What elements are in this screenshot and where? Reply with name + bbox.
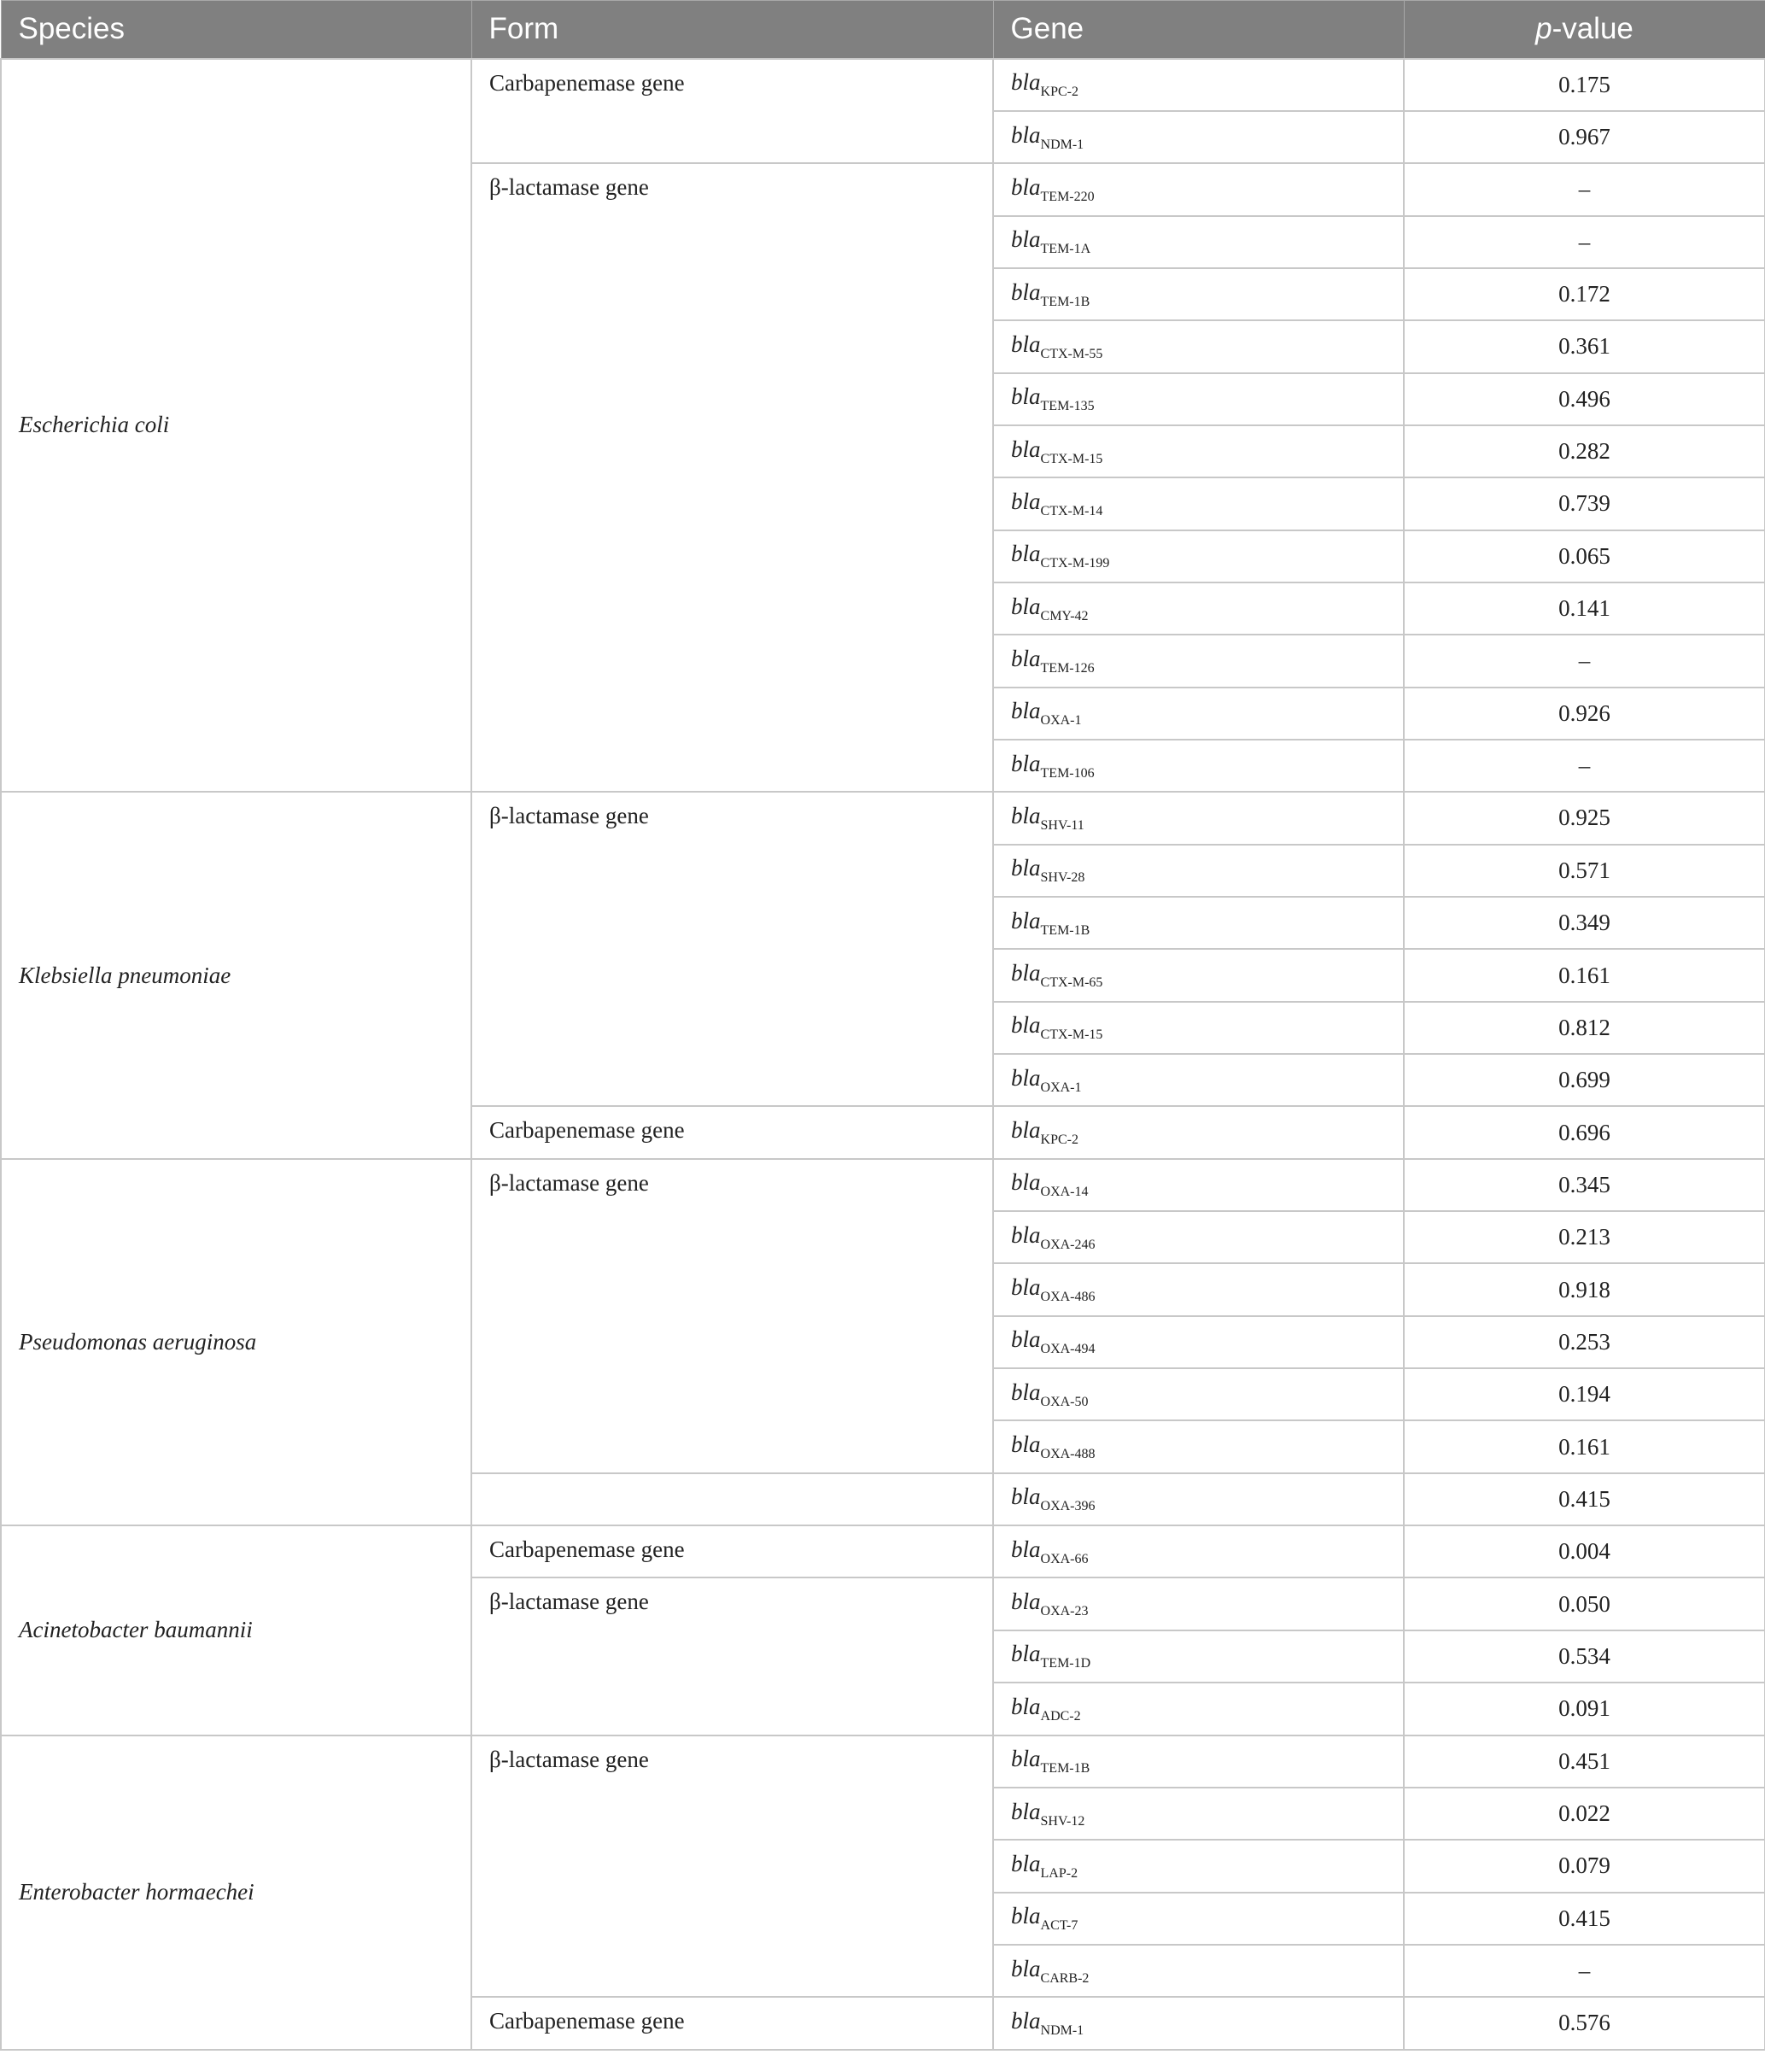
p-value-cell: 0.349 bbox=[1404, 897, 1765, 949]
gene-prefix: bla bbox=[1011, 1589, 1041, 1615]
p-value-cell: 0.194 bbox=[1404, 1368, 1765, 1420]
gene-cell bbox=[993, 1735, 1404, 1788]
form-cell: β-lactamase gene bbox=[471, 1159, 993, 1473]
p-value-cell: 0.213 bbox=[1404, 1211, 1765, 1263]
gene-prefix: bla bbox=[1011, 1798, 1041, 1824]
gene-variant: CTX-M-199 bbox=[1040, 556, 1110, 571]
form-cell: Carbapenemase gene bbox=[471, 1997, 993, 2049]
gene-prefix: bla bbox=[1011, 855, 1041, 881]
gene-variant: ACT-7 bbox=[1040, 1918, 1078, 1934]
gene-prefix: bla bbox=[1011, 1064, 1041, 1091]
form-cell: Carbapenemase gene bbox=[471, 1106, 993, 1158]
gene-cell bbox=[993, 477, 1404, 530]
species-cell: Acinetobacter baumannii bbox=[1, 1525, 471, 1735]
gene-cell bbox=[993, 425, 1404, 477]
gene-prefix: bla bbox=[1011, 960, 1041, 986]
gene-variant: TEM-1D bbox=[1040, 1656, 1091, 1671]
gene-variant: TEM-1B bbox=[1040, 294, 1090, 309]
table-row bbox=[1, 1159, 1765, 1211]
gene-cell bbox=[993, 1159, 1404, 1211]
p-value-cell: 0.175 bbox=[1404, 59, 1765, 111]
gene-variant: TEM-220 bbox=[1040, 189, 1095, 204]
table-row bbox=[1, 1525, 1765, 1577]
gene-variant: TEM-106 bbox=[1040, 765, 1095, 781]
form-cell: Carbapenemase gene bbox=[471, 59, 993, 164]
gene-variant: OXA-23 bbox=[1040, 1604, 1089, 1619]
species-cell: Pseudomonas aeruginosa bbox=[1, 1159, 471, 1525]
gene-cell bbox=[993, 688, 1404, 740]
p-value-cell: 0.065 bbox=[1404, 530, 1765, 582]
gene-cell bbox=[993, 1368, 1404, 1420]
p-value-cell: 0.926 bbox=[1404, 688, 1765, 740]
gene-cell bbox=[993, 268, 1404, 320]
gene-cell bbox=[993, 373, 1404, 425]
gene-variant: SHV-11 bbox=[1040, 817, 1084, 833]
p-value-cell: 0.004 bbox=[1404, 1525, 1765, 1577]
gene-variant: ADC-2 bbox=[1040, 1708, 1081, 1724]
gene-variant: OXA-66 bbox=[1040, 1551, 1089, 1566]
p-value-cell: 0.091 bbox=[1404, 1683, 1765, 1735]
gene-variant: CTX-M-55 bbox=[1040, 346, 1103, 361]
gene-cell bbox=[993, 1054, 1404, 1106]
gene-prefix: bla bbox=[1011, 436, 1041, 462]
gene-prefix: bla bbox=[1011, 541, 1041, 567]
gene-prefix: bla bbox=[1011, 1326, 1041, 1353]
gene-prefix: bla bbox=[1011, 645, 1041, 671]
gene-cell bbox=[993, 59, 1404, 111]
gene-prefix: bla bbox=[1011, 750, 1041, 776]
gene-prefix: bla bbox=[1011, 383, 1041, 410]
p-value-cell: – bbox=[1404, 163, 1765, 215]
gene-prefix: bla bbox=[1011, 1746, 1041, 1772]
p-value-cell: 0.141 bbox=[1404, 582, 1765, 635]
gene-variant: TEM-1B bbox=[1040, 1761, 1090, 1776]
form-cell: β-lactamase gene bbox=[471, 792, 993, 1106]
gene-cell bbox=[993, 845, 1404, 897]
gene-prefix: bla bbox=[1011, 907, 1041, 934]
gene-prefix: bla bbox=[1011, 1274, 1041, 1301]
form-cell bbox=[471, 1473, 993, 1525]
gene-cell bbox=[993, 1630, 1404, 1683]
gene-cell bbox=[993, 1997, 1404, 2049]
gene-prefix: bla bbox=[1011, 1378, 1041, 1405]
p-value-cell: 0.451 bbox=[1404, 1735, 1765, 1788]
gene-variant: TEM-1A bbox=[1040, 242, 1091, 257]
gene-variant: OXA-488 bbox=[1040, 1447, 1096, 1462]
p-value-cell: 0.253 bbox=[1404, 1316, 1765, 1368]
gene-variant: OXA-396 bbox=[1040, 1499, 1096, 1514]
gene-prefix: bla bbox=[1011, 2007, 1041, 2034]
gene-prefix: bla bbox=[1011, 1693, 1041, 1719]
gene-variant: TEM-135 bbox=[1040, 399, 1095, 414]
gene-cell bbox=[993, 163, 1404, 215]
p-value-cell: 0.172 bbox=[1404, 268, 1765, 320]
gene-cell bbox=[993, 216, 1404, 268]
gene-variant: OXA-1 bbox=[1040, 713, 1082, 729]
gene-cell bbox=[993, 1840, 1404, 1892]
species-cell: Klebsiella pneumoniae bbox=[1, 792, 471, 1158]
gene-prefix: bla bbox=[1011, 331, 1041, 357]
gene-prefix: bla bbox=[1011, 1431, 1041, 1458]
p-value-cell: 0.534 bbox=[1404, 1630, 1765, 1683]
gene-variant: KPC-2 bbox=[1040, 85, 1078, 100]
gene-variant: NDM-1 bbox=[1040, 137, 1084, 152]
gene-prefix: bla bbox=[1011, 121, 1041, 148]
gene-prefix: bla bbox=[1011, 69, 1041, 96]
p-value-cell: 0.415 bbox=[1404, 1473, 1765, 1525]
p-value-cell: 0.361 bbox=[1404, 320, 1765, 372]
gene-variant: OXA-246 bbox=[1040, 1237, 1096, 1252]
gene-prefix: bla bbox=[1011, 698, 1041, 724]
form-cell: β-lactamase gene bbox=[471, 163, 993, 792]
gene-prefix: bla bbox=[1011, 278, 1041, 305]
gene-variant: LAP-2 bbox=[1040, 1865, 1078, 1881]
gene-prefix: bla bbox=[1011, 1117, 1041, 1144]
p-value-cell: 0.925 bbox=[1404, 792, 1765, 844]
header-row bbox=[1, 1, 1765, 59]
gene-cell bbox=[993, 1002, 1404, 1054]
gene-prefix: bla bbox=[1011, 1850, 1041, 1876]
table-row bbox=[1, 1735, 1765, 1788]
gene-variant: TEM-1B bbox=[1040, 922, 1090, 938]
gene-variant: OXA-50 bbox=[1040, 1394, 1089, 1409]
p-value-cell: – bbox=[1404, 635, 1765, 687]
gene-variant: SHV-12 bbox=[1040, 1813, 1085, 1829]
gene-prefix: bla bbox=[1011, 1955, 1041, 1981]
p-value-cell: 0.739 bbox=[1404, 477, 1765, 530]
gene-cell bbox=[993, 1683, 1404, 1735]
gene-prefix: bla bbox=[1011, 1903, 1041, 1929]
gene-cell bbox=[993, 1316, 1404, 1368]
table-row bbox=[1, 792, 1765, 844]
gene-cell bbox=[993, 1893, 1404, 1945]
gene-cell bbox=[993, 1788, 1404, 1840]
p-value-cell: 0.576 bbox=[1404, 1997, 1765, 2049]
p-value-cell: 0.415 bbox=[1404, 1893, 1765, 1945]
gene-cell bbox=[993, 530, 1404, 582]
p-value-cell: – bbox=[1404, 1945, 1765, 1997]
gene-variant: CTX-M-14 bbox=[1040, 503, 1103, 518]
form-cell: Carbapenemase gene bbox=[471, 1525, 993, 1577]
p-value-cell: 0.050 bbox=[1404, 1577, 1765, 1630]
gene-variant: CMY-42 bbox=[1040, 608, 1089, 623]
table-body bbox=[1, 59, 1765, 2050]
p-value-cell: 0.496 bbox=[1404, 373, 1765, 425]
gene-cell bbox=[993, 635, 1404, 687]
gene-variant: OXA-14 bbox=[1040, 1185, 1089, 1200]
p-value-cell: 0.918 bbox=[1404, 1263, 1765, 1315]
gene-cell bbox=[993, 1263, 1404, 1315]
gene-cell bbox=[993, 320, 1404, 372]
header-p-rest: -value bbox=[1552, 12, 1634, 46]
gene-prefix: bla bbox=[1011, 1536, 1041, 1562]
gene-variant: TEM-126 bbox=[1040, 660, 1095, 676]
header-p-italic: p bbox=[1535, 12, 1552, 46]
gene-variant: OXA-494 bbox=[1040, 1342, 1096, 1357]
species-cell: Escherichia coli bbox=[1, 59, 471, 793]
form-cell: β-lactamase gene bbox=[471, 1735, 993, 1998]
p-value-cell: 0.161 bbox=[1404, 1420, 1765, 1472]
gene-cell bbox=[993, 1473, 1404, 1525]
p-value-cell: 0.345 bbox=[1404, 1159, 1765, 1211]
gene-variant: CARB-2 bbox=[1040, 1970, 1090, 1986]
p-value-cell: – bbox=[1404, 740, 1765, 792]
gene-cell bbox=[993, 949, 1404, 1001]
header-species: Species bbox=[1, 1, 471, 59]
gene-prefix: bla bbox=[1011, 1169, 1041, 1196]
gene-cell bbox=[993, 1420, 1404, 1472]
gene-cell bbox=[993, 1945, 1404, 1997]
p-value-cell: 0.967 bbox=[1404, 111, 1765, 163]
gene-variant: KPC-2 bbox=[1040, 1133, 1078, 1148]
gene-prefix: bla bbox=[1011, 1012, 1041, 1039]
p-value-cell: 0.696 bbox=[1404, 1106, 1765, 1158]
gene-variant: SHV-28 bbox=[1040, 870, 1085, 886]
gene-prefix: bla bbox=[1011, 593, 1041, 619]
gene-prefix: bla bbox=[1011, 173, 1041, 200]
gene-cell bbox=[993, 1211, 1404, 1263]
gene-variant: CTX-M-15 bbox=[1040, 451, 1103, 466]
gene-cell bbox=[993, 897, 1404, 949]
form-cell: β-lactamase gene bbox=[471, 1577, 993, 1735]
gene-prefix: bla bbox=[1011, 1221, 1041, 1248]
header-form: Form bbox=[471, 1, 993, 59]
table-row bbox=[1, 59, 1765, 111]
gene-cell bbox=[993, 792, 1404, 844]
gene-variant: OXA-1 bbox=[1040, 1080, 1082, 1095]
gene-cell bbox=[993, 1525, 1404, 1577]
gene-variant: CTX-M-65 bbox=[1040, 975, 1103, 991]
gene-cell bbox=[993, 1106, 1404, 1158]
gene-variant: NDM-1 bbox=[1040, 2022, 1084, 2038]
header-gene: Gene bbox=[993, 1, 1404, 59]
gene-prefix: bla bbox=[1011, 226, 1041, 253]
gene-cell bbox=[993, 1577, 1404, 1630]
p-value-cell: 0.282 bbox=[1404, 425, 1765, 477]
gene-cell bbox=[993, 582, 1404, 635]
p-value-cell: – bbox=[1404, 216, 1765, 268]
gene-prefix: bla bbox=[1011, 802, 1041, 828]
header-p-value bbox=[1404, 1, 1765, 59]
gene-prefix: bla bbox=[1011, 1641, 1041, 1667]
gene-prefix: bla bbox=[1011, 488, 1041, 514]
gene-variant: CTX-M-15 bbox=[1040, 1027, 1103, 1043]
p-value-cell: 0.571 bbox=[1404, 845, 1765, 897]
gene-cell bbox=[993, 740, 1404, 792]
species-cell: Enterobacter hormaechei bbox=[1, 1735, 471, 2050]
p-value-cell: 0.699 bbox=[1404, 1054, 1765, 1106]
p-value-cell: 0.812 bbox=[1404, 1002, 1765, 1054]
gene-cell bbox=[993, 111, 1404, 163]
p-value-cell: 0.022 bbox=[1404, 1788, 1765, 1840]
gene-variant: OXA-486 bbox=[1040, 1290, 1096, 1305]
p-value-cell: 0.079 bbox=[1404, 1840, 1765, 1892]
gene-prefix: bla bbox=[1011, 1484, 1041, 1510]
p-value-cell: 0.161 bbox=[1404, 949, 1765, 1001]
